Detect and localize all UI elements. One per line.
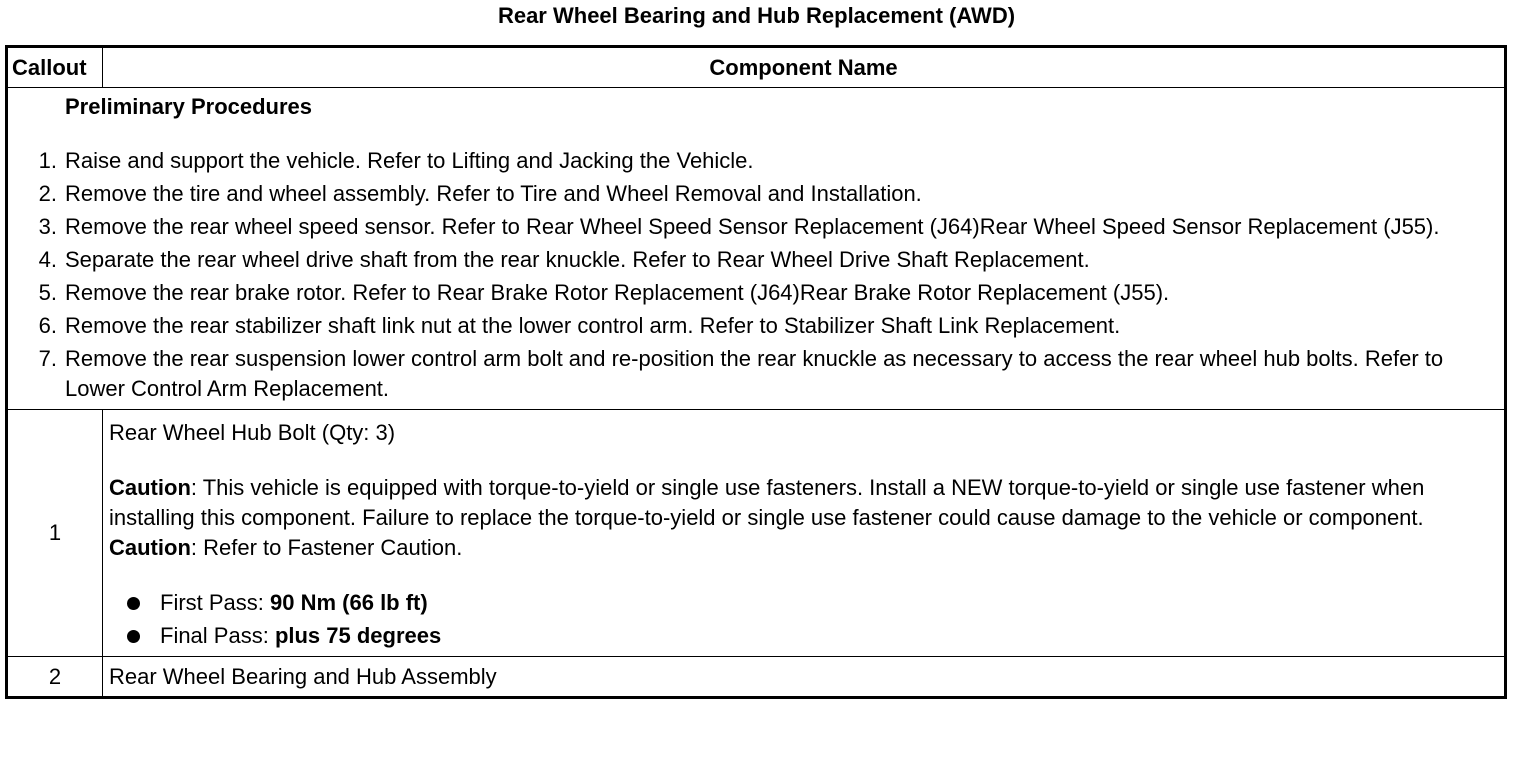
pass-label: Final Pass:	[160, 623, 275, 648]
step-text: Separate the rear wheel drive shaft from the rear knuckle. Refer to Rear Wheel Drive Shaft Replacement.	[65, 247, 1090, 272]
pass-value: 90 Nm (66 lb ft)	[270, 590, 428, 615]
torque-pass-list	[109, 588, 1484, 651]
document-title: Rear Wheel Bearing and Hub Replacement (AWD)	[497, 3, 1016, 28]
component-name: Rear Wheel Hub Bolt (Qty: 3)	[109, 420, 396, 445]
component-cell	[103, 410, 1506, 657]
table-header-row	[7, 47, 1506, 88]
step-number: 6.	[38, 313, 57, 338]
step-number: 5.	[38, 280, 57, 305]
step-number: 4.	[38, 247, 57, 272]
list-item	[28, 146, 1484, 176]
table-row	[7, 657, 1506, 698]
caution-fastener-replacement	[109, 473, 1484, 533]
list-item	[109, 588, 1484, 618]
preliminary-procedures-title: Preliminary Procedures	[65, 94, 313, 119]
step-number: 3.	[38, 214, 57, 239]
bullet-icon	[127, 630, 140, 643]
callout-column-header: Callout	[7, 47, 103, 88]
procedure-table	[5, 45, 1507, 699]
caution-label: Caution	[109, 535, 191, 560]
step-number: 2.	[38, 181, 57, 206]
bullet-icon	[127, 597, 140, 610]
list-item	[28, 179, 1484, 209]
list-item	[109, 621, 1484, 651]
pass-value: plus 75 degrees	[274, 623, 442, 648]
step-text: Raise and support the vehicle. Refer to Lifting and Jacking the Vehicle.	[65, 148, 754, 173]
preliminary-procedures-cell	[7, 88, 1506, 410]
pass-label: First Pass:	[160, 590, 271, 615]
step-text: Remove the rear stabilizer shaft link nut at the lower control arm. Refer to Stabilizer Shaft Link Replacement.	[65, 313, 1121, 338]
step-text: Remove the rear brake rotor. Refer to Rear Brake Rotor Replacement (J64)Rear Brake Rotor Replacement (J55).	[65, 280, 1170, 305]
caution-text: : Refer to Fastener Caution.	[190, 535, 463, 560]
caution-fastener-reference	[109, 533, 1484, 563]
component-name: Rear Wheel Bearing and Hub Assembly	[103, 657, 1506, 698]
step-text: Remove the rear wheel speed sensor. Refer to Rear Wheel Speed Sensor Replacement (J64)Rear Wheel Speed Sensor Replacement (J55).	[65, 214, 1440, 239]
callout-number: 1	[7, 410, 103, 657]
table-row	[7, 410, 1506, 657]
list-item	[28, 245, 1484, 275]
callout-number: 2	[7, 657, 103, 698]
preliminary-procedures-row	[7, 88, 1506, 410]
component-name-column-header: Component Name	[103, 47, 1506, 88]
list-item	[28, 311, 1484, 341]
preliminary-steps-list	[28, 146, 1484, 404]
step-text: Remove the rear suspension lower control arm bolt and re-position the rear knuckle as necessary to access the rear wheel hub bolts. Refer to Lower Control Arm Replacement.	[65, 346, 1444, 401]
list-item	[28, 344, 1484, 404]
step-number: 1.	[38, 148, 57, 173]
step-text: Remove the tire and wheel assembly. Refer to Tire and Wheel Removal and Installation.	[65, 181, 922, 206]
caution-text: : This vehicle is equipped with torque-to-yield or single use fasteners. Install a NEW torque-to-yield or single use fastener when installing this component. Failure to replace the torque-to-yield or single use fastener could cause damage to the vehicle or component.	[109, 475, 1425, 530]
step-number: 7.	[38, 346, 57, 371]
list-item	[28, 278, 1484, 308]
list-item	[28, 212, 1484, 242]
caution-label: Caution	[109, 475, 191, 500]
